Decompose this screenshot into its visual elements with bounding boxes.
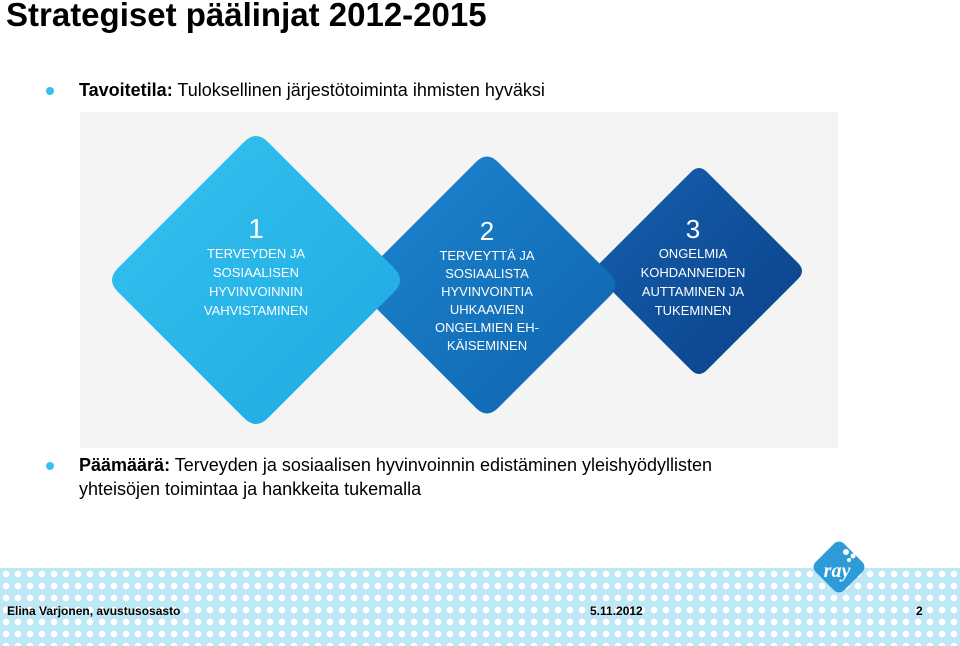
- footer-author: Elina Varjonen, avustusosasto: [7, 604, 181, 618]
- bullet-icon: [46, 87, 54, 95]
- diamond-2-number: 2: [479, 216, 495, 246]
- ray-logo-text: ray: [823, 560, 851, 582]
- bullet-aim-line-2: yhteisöjen toimintaa ja hankkeita tukemalla: [79, 479, 422, 499]
- diamond-2-line-3: HYVINVOINTIA: [441, 284, 533, 299]
- bullet-aim-label: Päämäärä:: [79, 455, 171, 475]
- slide-title: Strategiset päälinjat 2012-2015: [6, 0, 487, 33]
- diamond-2-line-4: UHKAAVIEN: [449, 302, 525, 317]
- bullet-icon: [46, 462, 54, 470]
- diamonds-svg: [80, 112, 838, 448]
- diamond-1-number: 1: [248, 213, 264, 244]
- diamond-1-line-3: HYVINVOINNIN: [209, 284, 303, 299]
- bullet-goal-state-body: Tuloksellinen järjestötoiminta ihmisten hyväksi: [177, 80, 545, 100]
- footer-page-number: 2: [916, 604, 923, 618]
- bullet-aim-line-1: [79, 454, 712, 477]
- strategy-diamonds-graphic: [80, 112, 838, 448]
- diamond-2-line-6: KÄISEMINEN: [446, 338, 528, 353]
- diamond-2-line-1: TERVEYTTÄ JA: [439, 248, 535, 263]
- diamond-2-line-5: ONGELMIEN EH-: [434, 320, 540, 335]
- diamond-1-line-4: VAHVISTAMINEN: [203, 303, 309, 318]
- diamond-3-line-4: TUKEMINEN: [654, 303, 732, 318]
- ray-logo: [806, 534, 872, 600]
- footer-date: 5.11.2012: [590, 604, 643, 618]
- diamond-2-line-2: SOSIAALISTA: [445, 266, 529, 281]
- bullet-goal-state-label: Tavoitetila:: [79, 80, 173, 100]
- diamond-1-shape: [112, 136, 400, 424]
- diamond-3-line-2: KOHDANNEIDEN: [640, 265, 746, 280]
- diamond-1-line-2: SOSIAALISEN: [213, 265, 299, 280]
- diamond-1-line-1: TERVEYDEN JA: [206, 246, 306, 261]
- diamond-3-line-3: AUTTAMINEN JA: [641, 284, 745, 299]
- diamond-3-number: 3: [685, 214, 701, 244]
- diamond-3-line-1: ONGELMIA: [658, 246, 728, 261]
- bullet-goal-state-text: [79, 79, 545, 102]
- bullet-aim-body: Terveyden ja sosiaalisen hyvinvoinnin edistäminen yleishyödyllisten: [174, 455, 713, 475]
